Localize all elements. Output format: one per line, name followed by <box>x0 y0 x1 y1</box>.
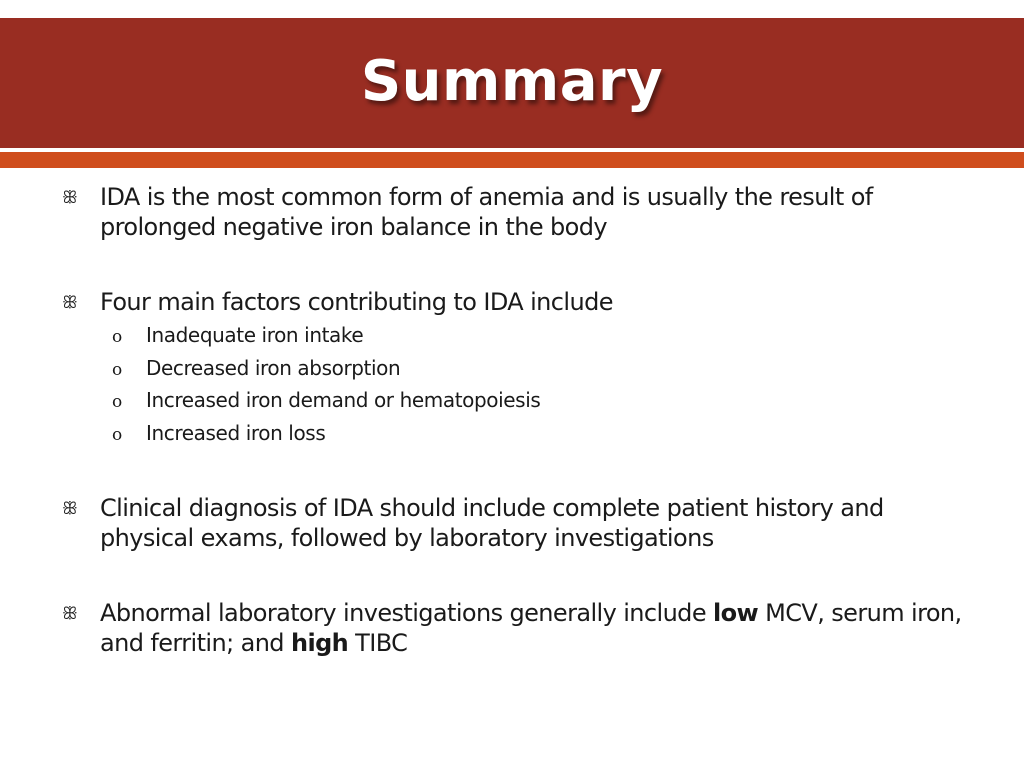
sub-item-text: Inadequate iron intake <box>146 323 364 347</box>
circle-bullet-marker: o <box>112 392 122 412</box>
title-bar <box>0 18 1024 148</box>
slide-content <box>60 182 980 658</box>
bullet-item <box>60 493 980 553</box>
sub-list-item <box>100 319 980 352</box>
circle-bullet-marker: o <box>112 327 122 347</box>
sub-item-text: Increased iron loss <box>146 420 326 445</box>
bullet-item <box>60 287 980 449</box>
bullet-item <box>60 598 980 658</box>
bullet-text <box>100 599 962 657</box>
swirl-bullet-icon: ꕥ <box>62 499 78 519</box>
text-run: Abnormal laboratory investigations generally include <box>100 599 714 627</box>
bullet-item <box>60 182 980 242</box>
text-run: MCV, serum iron, and ferritin; and <box>100 599 962 657</box>
sub-list-item <box>100 417 980 450</box>
sub-list-item <box>100 384 980 417</box>
sub-list <box>100 319 980 449</box>
sub-item-text: Decreased iron absorption <box>146 355 401 380</box>
circle-bullet-marker: o <box>112 424 122 445</box>
emphasis-low: low <box>713 599 759 627</box>
circle-bullet-marker: o <box>112 359 122 380</box>
swirl-bullet-icon: ꕥ <box>62 604 78 624</box>
text-run: TIBC <box>348 629 408 657</box>
bullet-text: IDA is the most common form of anemia and is usually the result of prolonged negative iron balance in the body <box>100 183 873 241</box>
bullet-text: Four main factors contributing to IDA include <box>100 288 613 316</box>
swirl-bullet-icon: ꕥ <box>62 293 78 313</box>
slide-title: Summary <box>360 48 664 114</box>
sub-list-item <box>100 352 980 385</box>
bullet-text: Clinical diagnosis of IDA should include complete patient history and physical exams, followed by laboratory investigations <box>100 494 884 552</box>
swirl-bullet-icon: ꕥ <box>62 188 78 208</box>
sub-item-text: Increased iron demand or hematopoiesis <box>146 388 541 412</box>
emphasis-high: high <box>290 629 349 657</box>
accent-line <box>0 152 1024 168</box>
